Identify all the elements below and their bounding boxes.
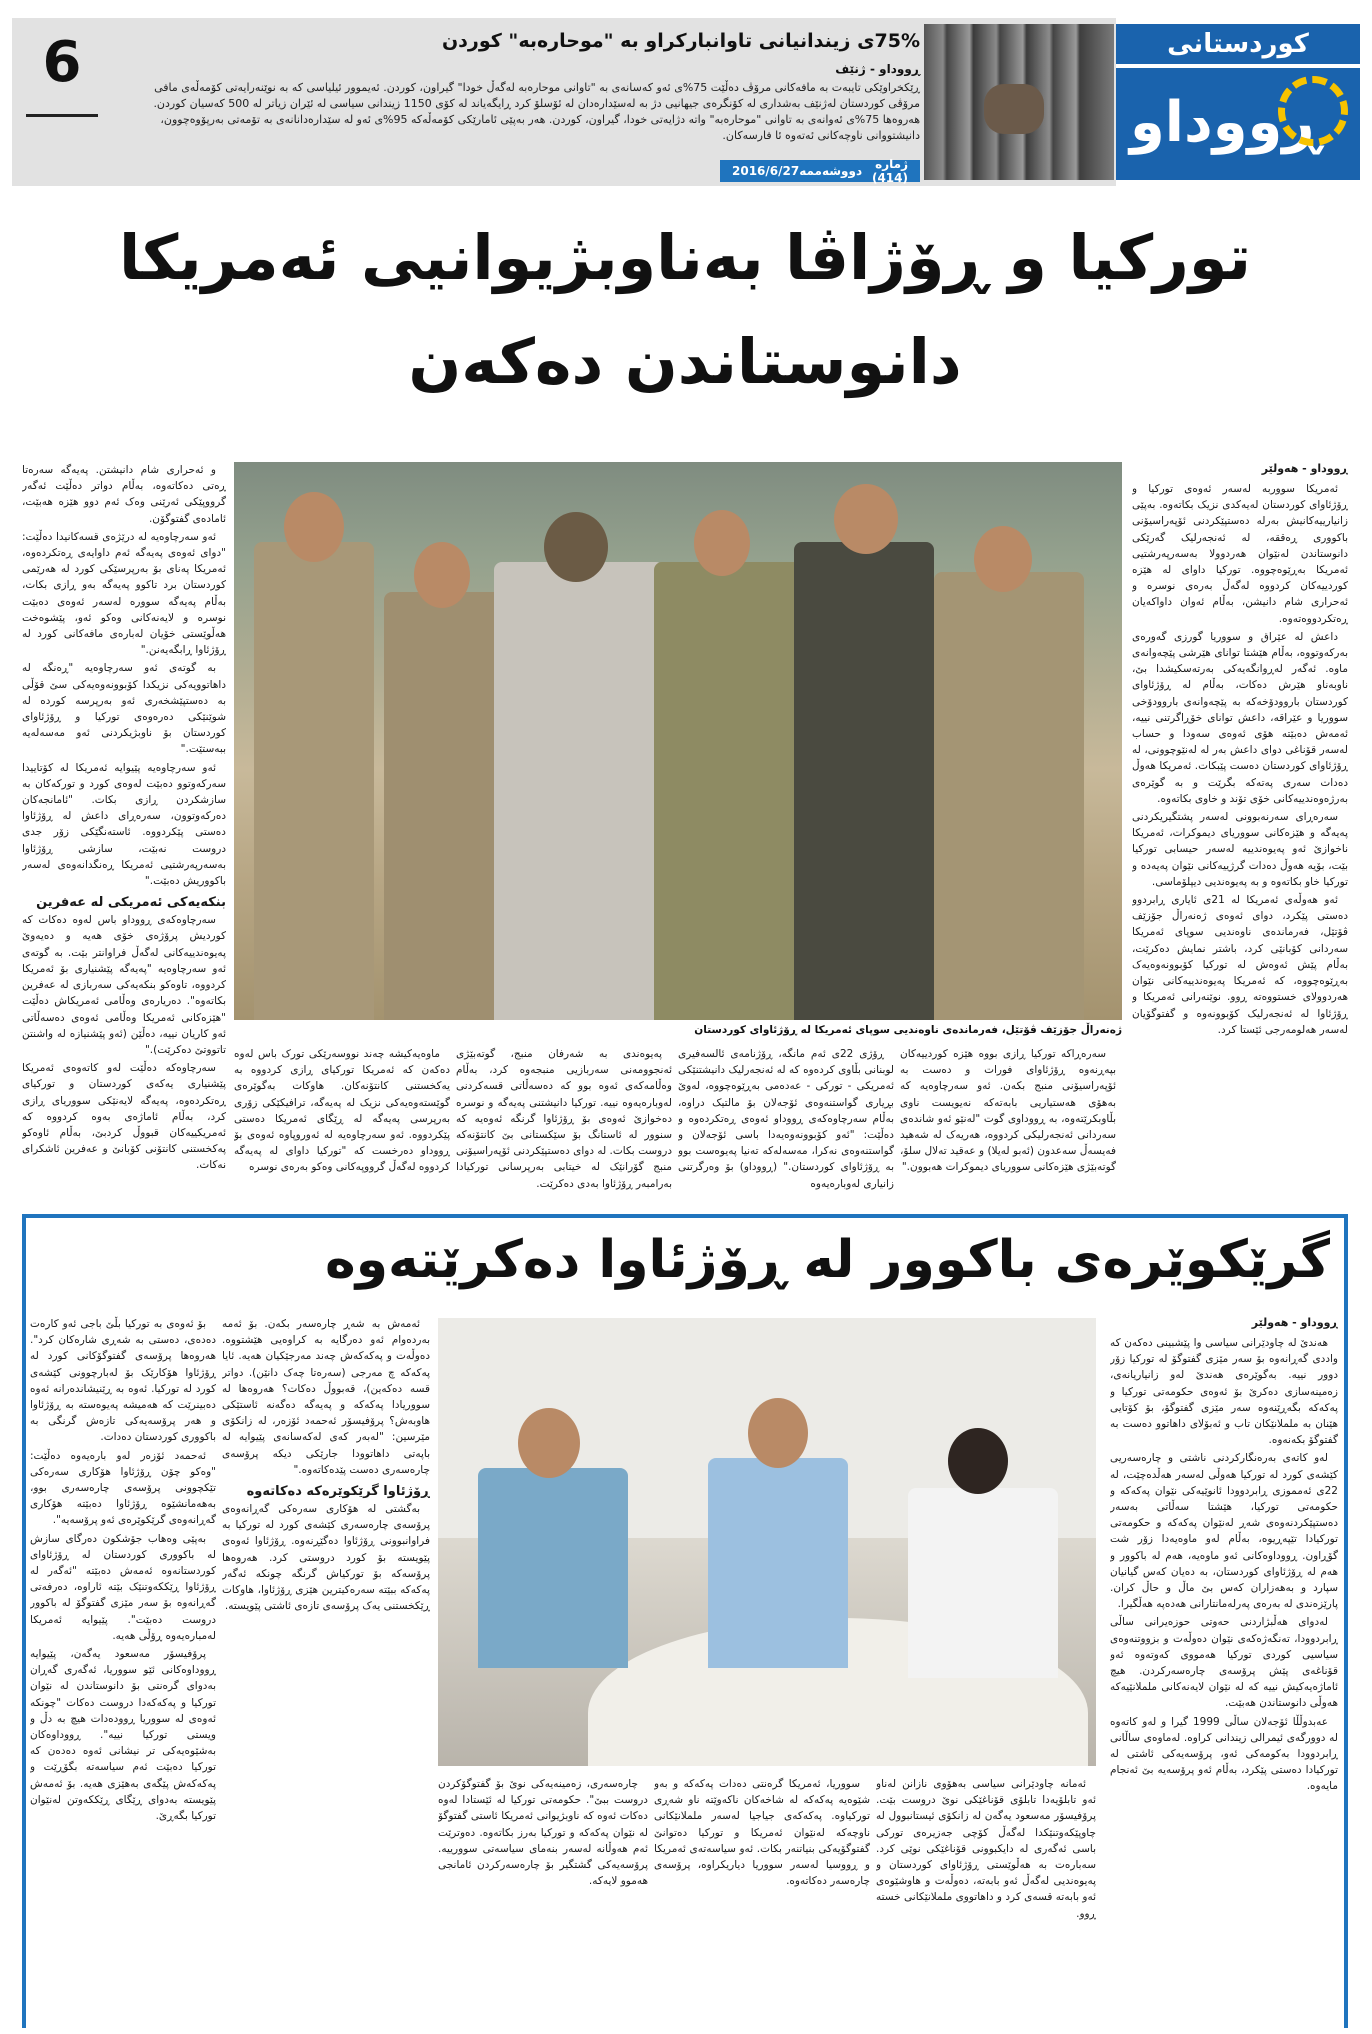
person-figure: [908, 1488, 1058, 1678]
paragraph: سەرەڕاکە تورکیا ڕازی بووە هێزە کوردییەکان بپەڕنەوە ڕۆژئاوای فورات و دەست بە ئۆپەراسیۆنی منبج بکەن. ئەو سەرچاوەیە کە بەهۆی هەستیاریی بابەتەکە نەیویست ناوی بڵاوبکرێتەوە، بە ڕووداوی گوت "لەنێو ئەو شاندەی سەردانی ئەنجەرلیکی کردووە، هەریەک لە شەهید فەیسەڵ سەعدون (ئەبو لەیلا) و عەقید تەلال سلۆ، گوتەبێژی هێزەکانی سووریای دیموکرات هەبوون.": [900, 1048, 1116, 1174]
section-divider-left: [22, 1214, 26, 2028]
officials-meeting-photo: [438, 1318, 1096, 1766]
article2-headline[interactable]: گرێکوێرەی باکوور لە ڕۆژئاوا دەکرێتەوە: [325, 1230, 1330, 1290]
person-figure: [794, 542, 934, 1020]
paragraph: ئەو سەرچاوەیە پێیوایە ئەمریکا لە کۆتاییدا سەرکەوتوو دەبێت لەوەی کورد و تورکەکان بە سازشکردن ڕازی بکات. "ئامانجەکان دەرکەوتوون، سەرەڕای داعش لە ڕۆژئاوا دەستی پێکردووە. ئاستەنگێکی زۆر جدی دروست نەبێت، سازشی ڕۆژئاوا بەسەرپەرشتیی ئەمریکا ڕەنگدانەوەی لەسەر باکووریش دەبێت.": [22, 761, 226, 888]
article1-bottom-col-3: [456, 1046, 672, 1216]
article2-col-right: [1110, 1316, 1338, 2022]
person-figure: [384, 592, 504, 1020]
paragraph: ئەمریکا سووربە لەسەر ئەوەی تورکیا و ڕۆژئاوای کوردستان لەیەکدی نزیک بکاتەوە. بەپێی زانیارییەکانیش بەرلە دەستپێکردنی ئۆپەراسیۆنی باکووری ڕەققە، لە ئەنجەرلیک گەرێکی دانوستاندن لەنێوان هەردوولا بەسەرپەرشتیی ئەمریکا بەڕێوەچووە. تورکیا داوای لە هێزە کوردییەکان کردووە لەگەڵ بەرەی نوسرە و ئەحراری شام دانیشن، بەڵام ئەوان داواکەیان ڕەتکردووەتەوە.: [1132, 483, 1348, 625]
sun-icon: [1278, 76, 1348, 146]
person-figure: [254, 542, 374, 1020]
person-figure: [478, 1468, 628, 1668]
article2-subhead: ڕۆژئاوا گرێکوێرەکە دەکاتەوە: [246, 1484, 430, 1500]
person-head: [544, 512, 608, 582]
paragraph: بۆ ئەوەی بە تورکیا بڵێ باجی ئەو کارەت دەدەی، دەستی بە شەڕی شارەکان کرد". هەروەها پرۆسەی گفتوگۆکانی کورد لە ڕۆژئاوا هۆکارێک بۆ لەبارچوونی کێشەی کورد لە تورکیا. ئەوە بە ڕێنیشاندەرانە ئەوە دەبینرێت کە هەمیشە پەیوەستە بە ڕۆژئاوا و هەر پرۆسەیەکی تازەش گرنگی بە باکووری کوردستان دەدات.: [30, 1318, 216, 1444]
paragraph: سەرچاوەکەی ڕووداو باس لەوە دەکات کە کوردیش پرۆژەی خۆی هەیە و دەیەوێ پەیوەندییەکانی لەگەڵ فراوانتر بێت. بە گوتەی ئەو سەرچاوەیە "پەیەگە پێشنیاری بۆ ئەمریکا کردووە، تاوەکو بنکەیەکی سەربازی لە عەفرین بکاتەوە". دەریارەی وەڵامی ئەمریکاش دەڵێت "هێزەکانی ئەمریکا وەڵامی ئەوەی دەسەڵاتی ئەو کاریان نییە، دەڵێن (ئەو پێشنیازە لە واشنتن تاتووتێ دەکرێت).": [22, 914, 226, 1056]
article1-bottom-col-2: [678, 1046, 894, 1216]
paragraph: پرۆفیسۆر مەسعود یەگەن، پێیوایە ڕووداوەکانی ئێو سووریا، ئەگەری گەڕان بەدوای گرەنتی بۆ دانوستاندن لە نێوان تورکیا و پەکەکەدا دروست دەکات "چونکە ئەوەی لە سووریا ڕوودەدات هیچ بە دڵ و ویستی تورکیا نییە". ڕووداوەکان بەشێوەیەکی تر نیشانی ئەوە دەدەن کە تورکیا دەبێت ئەم سیاسەتە بگۆڕێت و پەکەکەش پێگەی بەهێزی هەیە. بۆ ئەمەش پێویستە بەدوای ڕێگای ڕێککەوتن لەنێوان تورکیا بگەڕێ.: [30, 1648, 216, 1823]
article1-byline: ڕووداو - هەولێر: [1261, 462, 1348, 475]
person-figure: [494, 562, 664, 1020]
photo1-caption: ژەنەراڵ جۆزێف ڤۆتێل، فەرماندەی ناوەندیی سوپای ئەمریکا لە ڕۆژئاوای کوردستان: [694, 1024, 1122, 1036]
headline-line-2: دانوستاندن دەکەن: [408, 325, 962, 398]
paragraph: بە گوتەی ئەو سەرچاوەیە "ڕەنگە لە داهاتوویەکی نزیکدا کۆبوونەوەیەکی سێ قۆڵی بە دەستپێشخەری ئەو بەرپرسە کوردە لە شوێنێکی دەرەوەی تورکیا و ڕۆژئاوای کوردستان بۆ ناوبژیکردنی ئەو مەسەلەیە ببەستێت.": [22, 662, 226, 756]
hand-on-bars: [984, 84, 1044, 134]
issue-date-bar: [720, 157, 920, 185]
person-head: [834, 484, 898, 554]
article2-col-left: [30, 1316, 216, 2022]
teaser-body: ڕێکخراوێکی تایبەت بە مافەکانی مرۆڤ دەڵێت 75%ی ئەو کەسانەی بە "تاوانی موحارەبە لەگەڵ خودا" گیراون، کوردن. ئەیموور ئیلیاسی کە بە نوێنەرایەتی کۆمەڵەی مافی مرۆڤی کوردستان لەژنێف بەشداری لە کۆنگرەی جیهانیی دژ بە لەسێدارەدان لە ئۆسلۆ کرد ڕایگەیاند لە کۆی 1150 زیندانی سیاسی لە ئێران زیاتر لە 500 کەسیان کوردن. هەروەها 75%ی ئەوانەی بە تاوانی "موحارەبە" واتە دژایەتی خودا، گیراون، کوردن. هەر بەپێی ئامارێکی کۆمەڵەکە 95%ی ئەو لە سێدارەدانانەی بە تۆمەتی بەرپۆوەچوون، دانیشتووانی ناوچەکانی ئەتەوە ئا فارسەکان.: [153, 81, 920, 142]
section-divider-right: [1344, 1214, 1348, 2028]
logo-kurdistani: کوردستانی: [1116, 24, 1360, 64]
logo-wordmark: ڕووداو: [1130, 90, 1321, 155]
article1-col-left: [22, 462, 226, 1222]
issue-weekday: دووشەممە: [799, 164, 863, 178]
person-head: [974, 526, 1032, 592]
page-number: 6: [42, 30, 82, 95]
article2-col-mid-r1: [876, 1776, 1096, 2022]
person-head: [414, 542, 470, 608]
issue-date: 2016/6/27: [732, 164, 800, 178]
teaser-box: [120, 26, 920, 176]
article1-bottom-col-1: [900, 1046, 1116, 1216]
paragraph: ئەو هەوڵەی ئەمریکا لە 21ی ئایاری ڕابردوو دەستی پێکرد، دوای ئەوەی ژەنەراڵ جۆزێف ڤۆتێل، فەرماندەی ناوەندیی سوپای ئەمریکا سەردانی کۆبانێی کرد، باشتر نمایش دەکرێت، بەڵام پێش ئەوەش لە تورکیا کۆبوونەوەیەک بەڕێوەچووە، کە ئەمریکا پەیوەندییەکانی نێوان هەردوولای خستووەتە ڕوو. نوێنەرانی ئەمریکا و ڕۆژئاوا لە ئەنجەرلیک کۆبوونەوە و گفتوگۆیان لەسەر هەلومەرجی ئێستا کرد.: [1132, 894, 1348, 1036]
paragraph: ڕۆژی 22ی ئەم مانگە، ڕۆژنامەی ئالسەفیری لوبنانی بڵاوی کردەوە کە لە ئەنجەرلیک دانیشتنێکی ئەمریکی - تورکی - عەدەمی بەڕێوەچووە، لەوێ بڕیاری گواستنەوەی ئۆجەلان بۆ مالتیک دراوە، بەڵام سەرچاوەکەی ڕووداو ئەوەی ڕەتکردەوە و دەڵێت: "ئەو کۆبوونەوەیەدا باسی ئۆجەلان و گواستنەوەی نەکرا، مەسەلەکە تەنیا پەیوەست بوو بە ڕۆژئاوای کوردستان." (ڕووداو) بۆ وەرگرتنی زانیاری لەوبارەیەوە: [678, 1048, 894, 1190]
person-head: [948, 1428, 1008, 1494]
soldiers-meeting-photo: [234, 462, 1122, 1020]
paragraph: و ئەحراری شام دانیشتن. پەیەگە سەرەتا ڕەتی دەکاتەوە، بەڵام دواتر دەڵێت ئەگەر گرووپێکی ئەرێنی وەک ئەم دوو هێزە هەبێت، ئامادەی گفتوگۆن.: [22, 464, 226, 525]
teaser-byline: ڕووداو - ژنێف: [835, 62, 920, 76]
paragraph: بەگشتی لە هۆکاری سەرەکی گەڕانەوەی پرۆسەی چارەسەری کێشەی کورد لە تورکیا بە فراوانبوونی ڕۆژئاوا دەگێڕنەوە. ڕۆژئاوا ئەوەی پێویستە بۆ کورد دروستی کرد. هەروەها پرۆسەکە بۆ تورکیاش گرنگە چونکە ئەگەر پەکەکە ببێتە سەرەکیترین هێزی ڕۆژئاوا، هاوکات ڕێکخستنی یەک پرۆسەی تازەی ئاشتی پێویستە.: [222, 1503, 430, 1613]
paragraph: چارەسەری، زەمینەیەکی نوێ بۆ گفتوگۆکردن دروست ببێ". حکومەتی تورکیا لە ئێستادا لەوە دەکات ئەوە کە ناوبژیوانی ئەمریکا ئاستی گفتوگۆ لە نێوان پەکەکە و تورکیا بەرز بکاتەوە. دەوترێت ئەم هەوڵانە لەسەر بنەمای سیاسەتی سوورییە. پرۆسەیەکی گشتگیر بۆ چارەسەرکردن ئامانجی هەموو لایەکە.: [438, 1778, 648, 1888]
paragraph: داعش لە عێراق و سووریا گورزی گەورەی بەرکەوتووە، بەڵام هێشتا توانای هێرشی پێچەوانەی ماوە. ئەگەر لەڕوانگەیەکی بەرتەسکیشدا بێ، ناوبەناو هێرش دەکات، بەڵام لە ڕۆژئاوای کوردستان باروودۆخەکە بە پێچەوانەی باروودۆخی سووریا و عێراقە، داعش توانای خۆڕاگرتنی نییە، ئەمەش دەبێتە هۆی ئەوەی سەودا و حساب لەسەر قۆناغی دوای داعش بەر لە لەنێوچوونی، لە ڕۆژئاوای کوردستان دەست پێبکات. ئەمریکا هەوڵ دەدات سەری پەتەکە بگرێت و بە گوێرەی بەرژەوەندییەکانی خۆی تۆند و خاوی بکاتەوە.: [1132, 630, 1348, 805]
page-number-rule: [26, 114, 98, 117]
article2-col-mid-r2: [654, 1776, 870, 2022]
paragraph: سووریا، ئەمریکا گرەنتی دەدات پەکەکە و بەو شێوەیە پەکەکە لە شاخەکان ناکەوێتە ناو شەڕی تورکیاوە. پەکەکەی جیاجیا لەسەر ململانێکانی ناوچەکە لەنێوان ئەمریکا و تورکیا دەتوانێ گفتوگۆیەکی بنیاتنەر بکات. ئەو سیاسەتەی ئەمریکا و ڕووسیا لەسەر سووریا دیاریکراوە، پرۆسەی چارەسەر دەکاتەوە.: [654, 1778, 870, 1888]
person-head: [694, 510, 750, 576]
paragraph: سەرچاوەکە دەڵێت لەو کاتەوەی ئەمریکا پێشنیاری یەکەی کوردستان و تورکیای ڕەتکردەوە، پەیەگە لایەنێکی سووریای ڕازی کرد، بەڵام ئاماژەی بەوە کردووە کە ئەمریکییەکان قبووڵ کردبێ، بەڵام ئاوەکو پەکخستنی کانتۆنی کۆبانێ و عەفرین ئاشکرای نەکات.: [22, 1062, 226, 1172]
masthead: [12, 18, 1360, 186]
paragraph: لەدوای هەڵبژاردنی حەوتی حوزەیرانی ساڵی ڕابردوودا، تەنگەژەکەی نێوان دەوڵەت و بزووتنەوەی سیاسیی کوردی تورکیا هەمووی کەوتەوە ئەو قۆناغەی پێش پرۆسەی چارەسەرکردن. هیچ ئاماژەیەکیش نییە کە لە نێوان لایەنەکانی ململانێیەکە هەوڵی دانوستاندن هەبێت.: [1110, 1616, 1338, 1710]
issue-number: ژمارە (414): [871, 157, 908, 185]
paragraph: ماوەیەکیشە چەند نووسەرێکی تورک باس لەوە دەکەن کە ئەمریکا تورکیای ڕازی کردووە بە یەکخستنی کانتۆنەکان. هاوکات بەگوێرەی گوێستەوەیەکی نزیک لە پەیەگە، ترافیکێکی زۆری بەرپرسی پەیەگە لە ڕێگای ئەمریکا دەستی پێکردووە. ئەو سەرچاوەیە لە ئەوروپاوە ئەوەی بۆ ڕووداو دەرخست کە "تورکیا داوای لە پەیەگە کردووە لەگەڵ گرووپەکانی وەکو بەرەی نوسرە: [234, 1048, 450, 1174]
article1-subhead: بنکەیەکی ئەمریکی لە عەفرین: [36, 895, 226, 911]
paragraph: ئەمانە چاودێرانی سیاسی بەهۆوی نازانن لەناو ئەو تابلۆیەدا تابلۆی قۆناغێکی نوێ دروست بێت. پرۆفیسۆر مەسعود یەگەن لە زانکۆی ئیستانبوول لە چاوپێکەوتنێکدا لەگەڵ کۆچی جەزیرەی تورکی باسی ئەگەری لە دایکبوونی قۆناغێکی نوێی کرد. سەبارەت بە هەڵوێستی ڕۆژئاوای کوردستان و پەیوەندیی لەگەڵ ئەو بابەتە، دەوڵەت و هاوشێوەی ئەو بابەتە قسەی کرد و داهاتووی ململانێکانی خستە ڕوو.: [876, 1778, 1096, 1920]
rudaw-logo[interactable]: [1116, 18, 1360, 186]
prison-bars-photo: [924, 24, 1114, 180]
paragraph: سەرەڕای سەرنەبوونی لەسەر پشتگیریکردنی پەیەگە و هێزەکانی سووریای دیموکرات، ئەمریکا ناخوازێ ئەو پەیوەندییە لەسەر حیسابی تورکیا بێت، بۆیە هەوڵ دەدات گرژییەکانی نێوان پەیەدە و تورکیا خاو بکاتەوە و بە پەیوەندیی دیپلۆماسی.: [1132, 811, 1348, 888]
article1-bottom-col-4: [234, 1046, 450, 1216]
paragraph: پەیوەندی بە شەرفان منبج، گوتەبێژی ئەنجوومەنی سەربازیی منبجەوە کرد، بەڵام وەڵامەکەی ئەوە بوو کە دەسەڵاتی قسەکردنی لەوبارەیەوە نییە. تورکیا دانیشتنی پەیەگە و نوسرە دەخوازێ ئەوەی بۆ ڕۆژئاوا گرنگە ئەوەیە کە سنوور لە ئاستانگ بۆ سێکستانی بێ کانتۆنەکە دروست بکات. لە دوای دەستپێکردنی ئۆپەراسیۆنی منبج گۆرانێک لە خیتابی بەرپرسانی تورکیادا بەرامبەر ڕۆژئاوا بەدی دەکرێت.: [456, 1048, 672, 1190]
person-figure: [708, 1458, 848, 1668]
person-figure: [654, 562, 804, 1020]
paragraph: بەپێی وەهاب جۆشکون دەرگای سازش لە باکووری کوردستان لە ڕۆژئاوای کوردستانەوە ئەمەش دەبێتە "ئەگەر لە ڕۆژئاوا ڕێککەوتنێک بێتە ئاراوە، دەرفەتی گەڕانەوە بۆ سەر مێزی گفتوگۆ لە باکوور دروست دەبێت". پێیوایە ئەمریکا لەمبارەیەوە ڕۆڵی هەیە.: [30, 1532, 216, 1642]
paragraph: عەبدوڵڵا ئۆجەلان ساڵی 1999 گیرا و لەو کاتەوە لە دوورگەی ئیمرالی زیندانی کراوە. لەماوەی ساڵانی ڕابردوودا بەکومەکی ئەو، پرۆسەیەکی ئاشتی لە تورکیادا دەستی پێکرد، بەڵام ئەو پرۆسەیە بێ ئەنجام مایەوە.: [1110, 1715, 1338, 1793]
paragraph: لەو کاتەی بەرەنگارکردنی ناشتی و چارەسەریی کێشەی کورد لە تورکیا هەوڵی لەسەر هەڵدەچێت، لە 22ی ئەمموزی ڕابردوودا ئانوێیەکی نێوان پەکەکە و حکومەتی تورکیا، هێشتا سەڵاتی بەسەر دەستپێکردنەوەی شەڕ لەنێوان پەکەکە و حکومەتی تورکیادا تێپەڕیوە، بەڵام لەو ماوەیەدا زۆر شت گۆڕاون. ڕووداوەکانی ئەو ماوەیە، هەم لە باکوور و هەم لە ڕۆژئاوای کوردستان، بە دەیان کەس گیانیان سپارد و بەهەزاران کەس بێ ماڵ و حاڵ کران. پارێزەندی لە بەرەی پەرلەمانتارانی هەدەپە هەڵگیرا.: [1110, 1452, 1338, 1611]
article1-col-right: [1132, 462, 1348, 1222]
person-head: [284, 492, 344, 562]
logo-main: [1116, 68, 1360, 180]
paragraph: ئەمەش بە شەڕ چارەسەر بکەن. بۆ ئەمە بەردەوام ئەو دەرگایە بە کراوەیی هێشتووە. دەوڵەت و پەکەکەش چەند مەرجێکیان هەیە. ئایا پەکەکە چ مەرجی (سەرەتا چەک دانێن). دواتر قسە دەکەین)، قەبووڵ دەکات؟ هەروەها لە سووریادا پەکەکە و پەیەگە دەگەنە ئاستێکی هاوبەش؟ پرۆفیسۆر ئەحمەد ئۆزەر، لە زانکۆی مێرسین: "لەبەر کەی لەکەسانەی پێیوایە لە باپەتی داهاتوودا جارێکی دیکە پرۆسەی چارەسەری دەست پێدەکاتەوە.": [222, 1318, 430, 1476]
article2-col-mid-l1: [438, 1776, 648, 2022]
section-divider: [22, 1214, 1348, 1218]
person-head: [518, 1408, 580, 1478]
teaser-title[interactable]: 75%ی زیندانیانی تاوانبارکراو بە "موحارەبە" کوردن: [441, 30, 920, 52]
article2-col-mid-left: [222, 1316, 430, 2022]
person-head: [748, 1398, 808, 1468]
paragraph: هەندێ لە چاودێرانی سیاسی وا پێشبینی دەکەن کە واددی گەڕانەوە بۆ سەر مێزی گفتوگۆ لە تورکیا زۆر دوور نییە. بەگوێرەی هەندێ لەو زانیاریانەی، زەمینەسازی دەکرێ بۆ ئەوەی حکومەتی تورکیا و پەکەکە بگەڕێنەوە سەر مێزی گفتوگۆ، بۆ کۆتایی هێنان بە ململانێکان تاب و ئەبۆلای داهاتوو دەست بە گفتوگۆ بکەنەوە.: [1110, 1337, 1338, 1447]
article2-byline: ڕووداو - هەولێر: [1251, 1316, 1338, 1329]
person-figure: [934, 572, 1084, 1020]
paragraph: ئەحمەد ئۆزەر لەو بارەیەوە دەڵێت: "وەکو چۆن ڕۆژئاوا هۆکاری سەرەکی تێکچوونی پرۆسەی چارەسەری بوو، بەهەمانشێوە ڕۆژئاوا دەبێتە هۆکاری گەڕانەوەی گرێکوێرەی ئەو پرۆسەیە".: [30, 1449, 216, 1527]
article1-headline[interactable]: [20, 206, 1350, 414]
paragraph: ئەو سەرچاوەیە لە درێژەی قسەکانیدا دەڵێت: "دوای ئەوەی پەیەگە ئەم داوایەی ڕەتکردەوە، ئەمریکا پەنای بۆ بەرپرسێکی کورد لە هەرێمی کوردستان برد تاکوو پەیەگە بەو ڕازی بکات، بەڵام پەیەگە سوورە لەسەر ئەوەی دەبێت نوسرە و لایەنەکانی وەکو ئەو، پێشوەخت هەڵوێستی خۆیان لەبارەی مافەکانی کورد لە ڕۆژئاوا ڕابگەیەنن.": [22, 530, 226, 657]
headline-line-1: تورکیا و ڕۆژاڤا بەناوبژیوانیی ئەمریکا: [119, 221, 1251, 294]
